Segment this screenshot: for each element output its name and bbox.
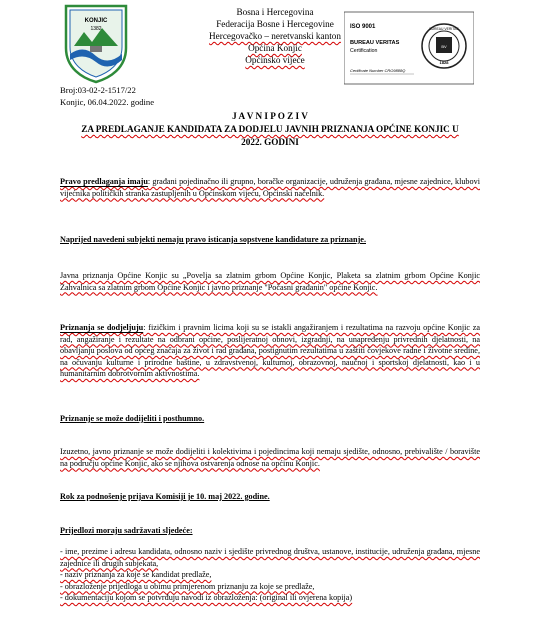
paragraph-award-types: Javna priznanja Općine Konjic su „Povelja sa zlatnim grbom Općine Konjic, Plaketa sa zlatnim grbom Općine Konjic Zahvalnica sa zlatnim grbom Općine Konjic i javno priznanje "Počasni građanin" općine Konjic. — [60, 271, 480, 292]
paragraph-requirements-heading: Prijedlozi moraju sadržavati sljedeće: — [60, 526, 193, 535]
list-item: - ime, prezime i adresu kandidata, odnosno naziv i sjedište privrednog društva, ustanove, institucije, udruženja građana, mjesne zajednice ili drugih subjekata, — [60, 547, 480, 568]
document-meta — [60, 84, 154, 108]
seal-year: 1828 — [439, 60, 449, 65]
paragraph-award-criteria — [60, 322, 480, 380]
requirements-list — [60, 546, 480, 604]
paragraph-proposal-rights — [60, 176, 480, 199]
proposal-rights-text: : građani pojedinačno ili grupno, boračke organizacije, udruženja građana, mjesne zajednice, klubovi vijećnika političkih stranka zastupljenih u Općinskom vijeću, Općinski načelnik. — [60, 177, 480, 198]
logo-year: 1382 — [90, 26, 102, 32]
iso-label: ISO 9001 — [350, 24, 376, 30]
paragraph-deadline: Rok za podnošenje prijava Komisiji je 10. maj 2022. godine. — [60, 492, 270, 501]
logo-town-name: KONJIC — [84, 18, 108, 24]
paragraph-no-self-nomination: Naprijed navedeni subjekti nemaju pravo isticanja sopstvene kandidature za priznanje. — [60, 235, 366, 244]
award-criteria-label: Priznanja se dodjeljuju — [60, 323, 144, 332]
list-item: - obrazloženje prijedloga u obimu primjerenom priznanju za koje se predlaže, — [60, 581, 315, 591]
iso-certification-logo — [344, 6, 474, 88]
award-criteria-text: : fizičkim i pravnim licima koji su se istakli angažiranjem i rezultatima na razvoju općine Konjic za rad, angažiranje i rezultate na odbrani općine, poslijeratnoj obnovi, izgradnji, na unapređenju privrednih djelatnosti, na obavljanju poslova od općeg značaja za život i rad građana, postignutim rezultatima u zaštiti čovjekove radne i životne sredine, na očuvanju kulturne i prirodne baštine, u zdravstvenoj, kulturnoj, obrazovnoj, naučnoj i sportskoj djelatnosti, kao i u humanitarnim dobrotvornim aktivnostima. — [60, 323, 480, 378]
header-line-federation: Federacija Bosne i Hercegovine — [216, 19, 334, 29]
list-item: - naziv priznanja za koje se kandidat predlaže, — [60, 570, 212, 579]
svg-text:BV: BV — [441, 44, 447, 49]
list-item: - dokumentaciju kojom se potvrđuju navodi iz obrazloženja: (original ili ovjerena kopija) — [60, 593, 353, 602]
title-line-1: J A V N I P O Z I V — [232, 111, 308, 121]
paragraph-exception: Izuzetno, javno priznanje se može dodijeliti i kolektivima i pojedincima koji nemaju sjedište, odnosno, prebivalište / boravište na području općine Konjic, ako se njihova ostvarenja odnose na općinu Konjic. — [60, 447, 480, 468]
bv-name: BUREAU VERITAS — [350, 40, 400, 46]
header-line-municipality: Općina Konjic — [248, 43, 302, 53]
seal-name: BUREAU VERITAS — [429, 27, 459, 31]
header-line-canton: Hercegovačko – neretvanski kanton — [209, 31, 341, 41]
proposal-rights-label: Pravo predlaganja imaju — [60, 177, 148, 186]
certificate-number: Certificate Number CRO9888Q — [350, 68, 406, 73]
document-number: Broj:03-02-2-1517/22 — [60, 85, 136, 95]
bv-certification: Certification — [350, 48, 378, 54]
konjic-coat-of-arms-logo — [60, 2, 132, 84]
document-date: Konjic, 06.04.2022. godine — [60, 97, 155, 107]
document-title — [60, 110, 480, 149]
paragraph-posthumous: Priznanje se može dodijeliti i posthumno. — [60, 414, 205, 423]
title-line-3: 2022. GODINI — [241, 137, 299, 147]
title-line-2: ZA PREDLAGANJE KANDIDATA ZA DODJELU JAVNIH PRIZNANJA OPĆINE KONJIC U — [81, 124, 459, 134]
header-line-country: Bosna i Hercegovina — [236, 7, 314, 17]
header-line-council: Općinsko vijeće — [245, 55, 305, 65]
